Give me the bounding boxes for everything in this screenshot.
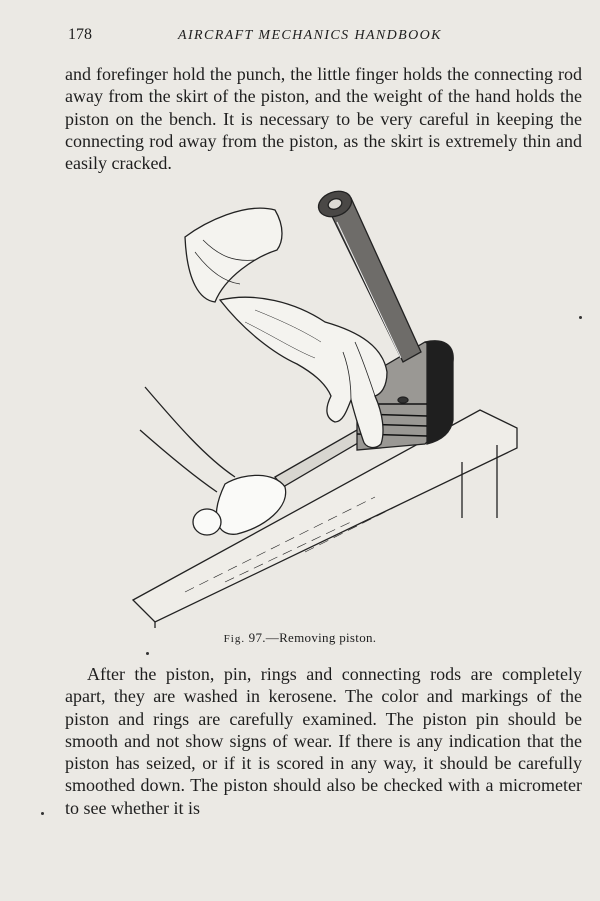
left-arm-sleeve (140, 387, 235, 492)
bench-top (133, 410, 517, 622)
running-title: AIRCRAFT MECHANICS HANDBOOK (178, 28, 442, 43)
print-speck (146, 652, 149, 655)
paragraph-top: and forefinger hold the punch, the little finger holds the connecting rod away from the skirt of the piston, and the weight of the hand holds the piston on the bench. It is necessary to be very careful in keeping the connecting rod away from the piston, as the skirt is extremely thin and easily cracked. (65, 64, 582, 174)
page-number: 178 (68, 26, 92, 43)
print-speck (41, 812, 44, 815)
running-head (68, 26, 576, 50)
figure-caption-text: 97.—Removing piston. (248, 630, 377, 645)
hammer-handle (275, 430, 363, 487)
figure-removing-piston (125, 182, 525, 632)
paragraph-bottom: After the piston, pin, rings and connecting rods are completely apart, they are washed in kerosene. The color and markings of the piston and rings are carefully examined. The piston pin should be smooth and not show signs of wear. If there is any indication that the piston has seized, or if it is scored in any way, it should be carefully smoothed down. The piston should also be checked with a micrometer to see whether it is (65, 664, 582, 818)
print-speck (579, 316, 582, 319)
figure-caption-label: Fig. (223, 633, 246, 645)
figure-caption (0, 630, 600, 646)
